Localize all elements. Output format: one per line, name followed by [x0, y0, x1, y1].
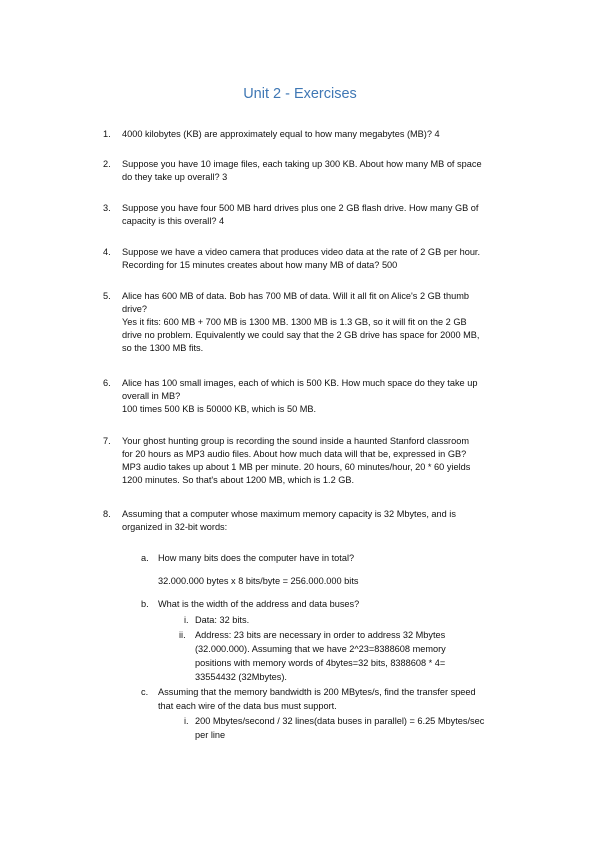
answer-text: drive no problem. Equivalently we could say that the 2 GB drive has space for 2000 MB, — [122, 330, 480, 340]
subitem-label: i. — [184, 716, 189, 726]
answer-text: so the 1300 MB fits. — [122, 343, 204, 353]
answer-text: Data: 32 bits. — [195, 615, 250, 625]
question-number: 7. — [103, 436, 111, 446]
subquestion-text: How many bits does the computer have in total? — [158, 553, 355, 563]
answer-text: (32.000.000). Assuming that we have 2^23=8388608 memory — [195, 644, 446, 654]
subquestion-text: Assuming that the memory bandwidth is 200 MBytes/s, find the transfer speed — [158, 687, 476, 697]
question-number: 2. — [103, 159, 111, 169]
answer-text: 32.000.000 bytes x 8 bits/byte = 256.000.000 bits — [158, 576, 359, 586]
subquestion-text: What is the width of the address and data buses? — [158, 599, 360, 609]
subquestion-text: that each wire of the data bus must support. — [158, 701, 337, 711]
question-text: Alice has 100 small images, each of which is 500 KB. How much space do they take up overall in MB? 100 times 500 KB is 50000 KB, which is 50 MB. — [122, 377, 522, 416]
question-text: Suppose we have a video camera that produces video data at the rate of 2 GB per hour. Recording for 15 minutes creates about how many MB of data? 500 — [122, 247, 481, 270]
answer-text: Address: 23 bits are necessary in order to address 32 Mbytes — [195, 630, 446, 640]
page-title: Unit 2 - Exercises — [243, 86, 357, 102]
question-text: Suppose you have 10 image files, each taking up 300 KB. About how many MB of space do they take up overall? 3 — [122, 159, 482, 182]
question-number: 4. — [103, 247, 111, 257]
subquestion-label: a. — [141, 553, 149, 563]
question-text: Assuming that a computer whose maximum memory capacity is 32 Mbytes, and is organized in 32-bit words: — [122, 509, 456, 532]
answer-text: Yes it fits: 600 MB + 700 MB is 1300 MB. 1300 MB is 1.3 GB, so it will fit on the 2 GB — [122, 317, 467, 327]
answer-text: 1200 minutes. So that's about 1200 MB, which is 1.2 GB. — [122, 475, 355, 485]
answer-text: 33554432 (32Mbytes). — [195, 672, 287, 682]
subitem-label: ii. — [179, 630, 186, 640]
question-number: 8. — [103, 509, 111, 519]
subquestion-label: c. — [141, 687, 149, 697]
answer-text: MP3 audio takes up about 1 MB per minute. 20 hours, 60 minutes/hour, 20 * 60 yields — [122, 462, 471, 472]
question-number: 6. — [103, 378, 111, 388]
question-number: 5. — [103, 291, 111, 301]
answer-text: 100 times 500 KB is 50000 KB, which is 50 MB. — [122, 404, 317, 414]
answer-text: positions with memory words of 4bytes=32 bits, 8388608 * 4= — [195, 658, 446, 668]
question-text: Suppose you have four 500 MB hard drives plus one 2 GB flash drive. How many GB of capacity is this overall? 4 — [122, 203, 479, 226]
subitem-label: i. — [184, 615, 189, 625]
question-text: Alice has 600 MB of data. Bob has 700 MB of data. Will it all fit on Alice's 2 GB thumb drive? Yes it fits: 600 MB + 700 MB is 1300 MB. 1300 MB is 1.3 GB, so it will fit on the 2 GB drive no problem. Equivalently we could say that the 2 GB drive has space for 2000 MB, so the 1300 MB fits. — [122, 290, 522, 355]
question-text: Your ghost hunting group is recording the sound inside a haunted Stanford classroom for 20 hours as MP3 audio files. About how much data will that be, expressed in GB? MP3 audio takes up about 1 MB per minute. 20 hours, 60 minutes/hour, 20 * 60 yields 1200 minutes. So that's about 1200 MB, which is 1.2 GB. — [122, 435, 522, 487]
answer-text: per line — [195, 730, 226, 740]
subquestion-label: b. — [141, 599, 149, 609]
question-text: 4000 kilobytes (KB) are approximately equal to how many megabytes (MB)? 4 — [122, 129, 440, 139]
question-number: 1. — [103, 129, 111, 139]
question-number: 3. — [103, 203, 111, 213]
answer-text: 200 Mbytes/second / 32 lines(data buses in parallel) = 6.25 Mbytes/sec — [195, 716, 485, 726]
